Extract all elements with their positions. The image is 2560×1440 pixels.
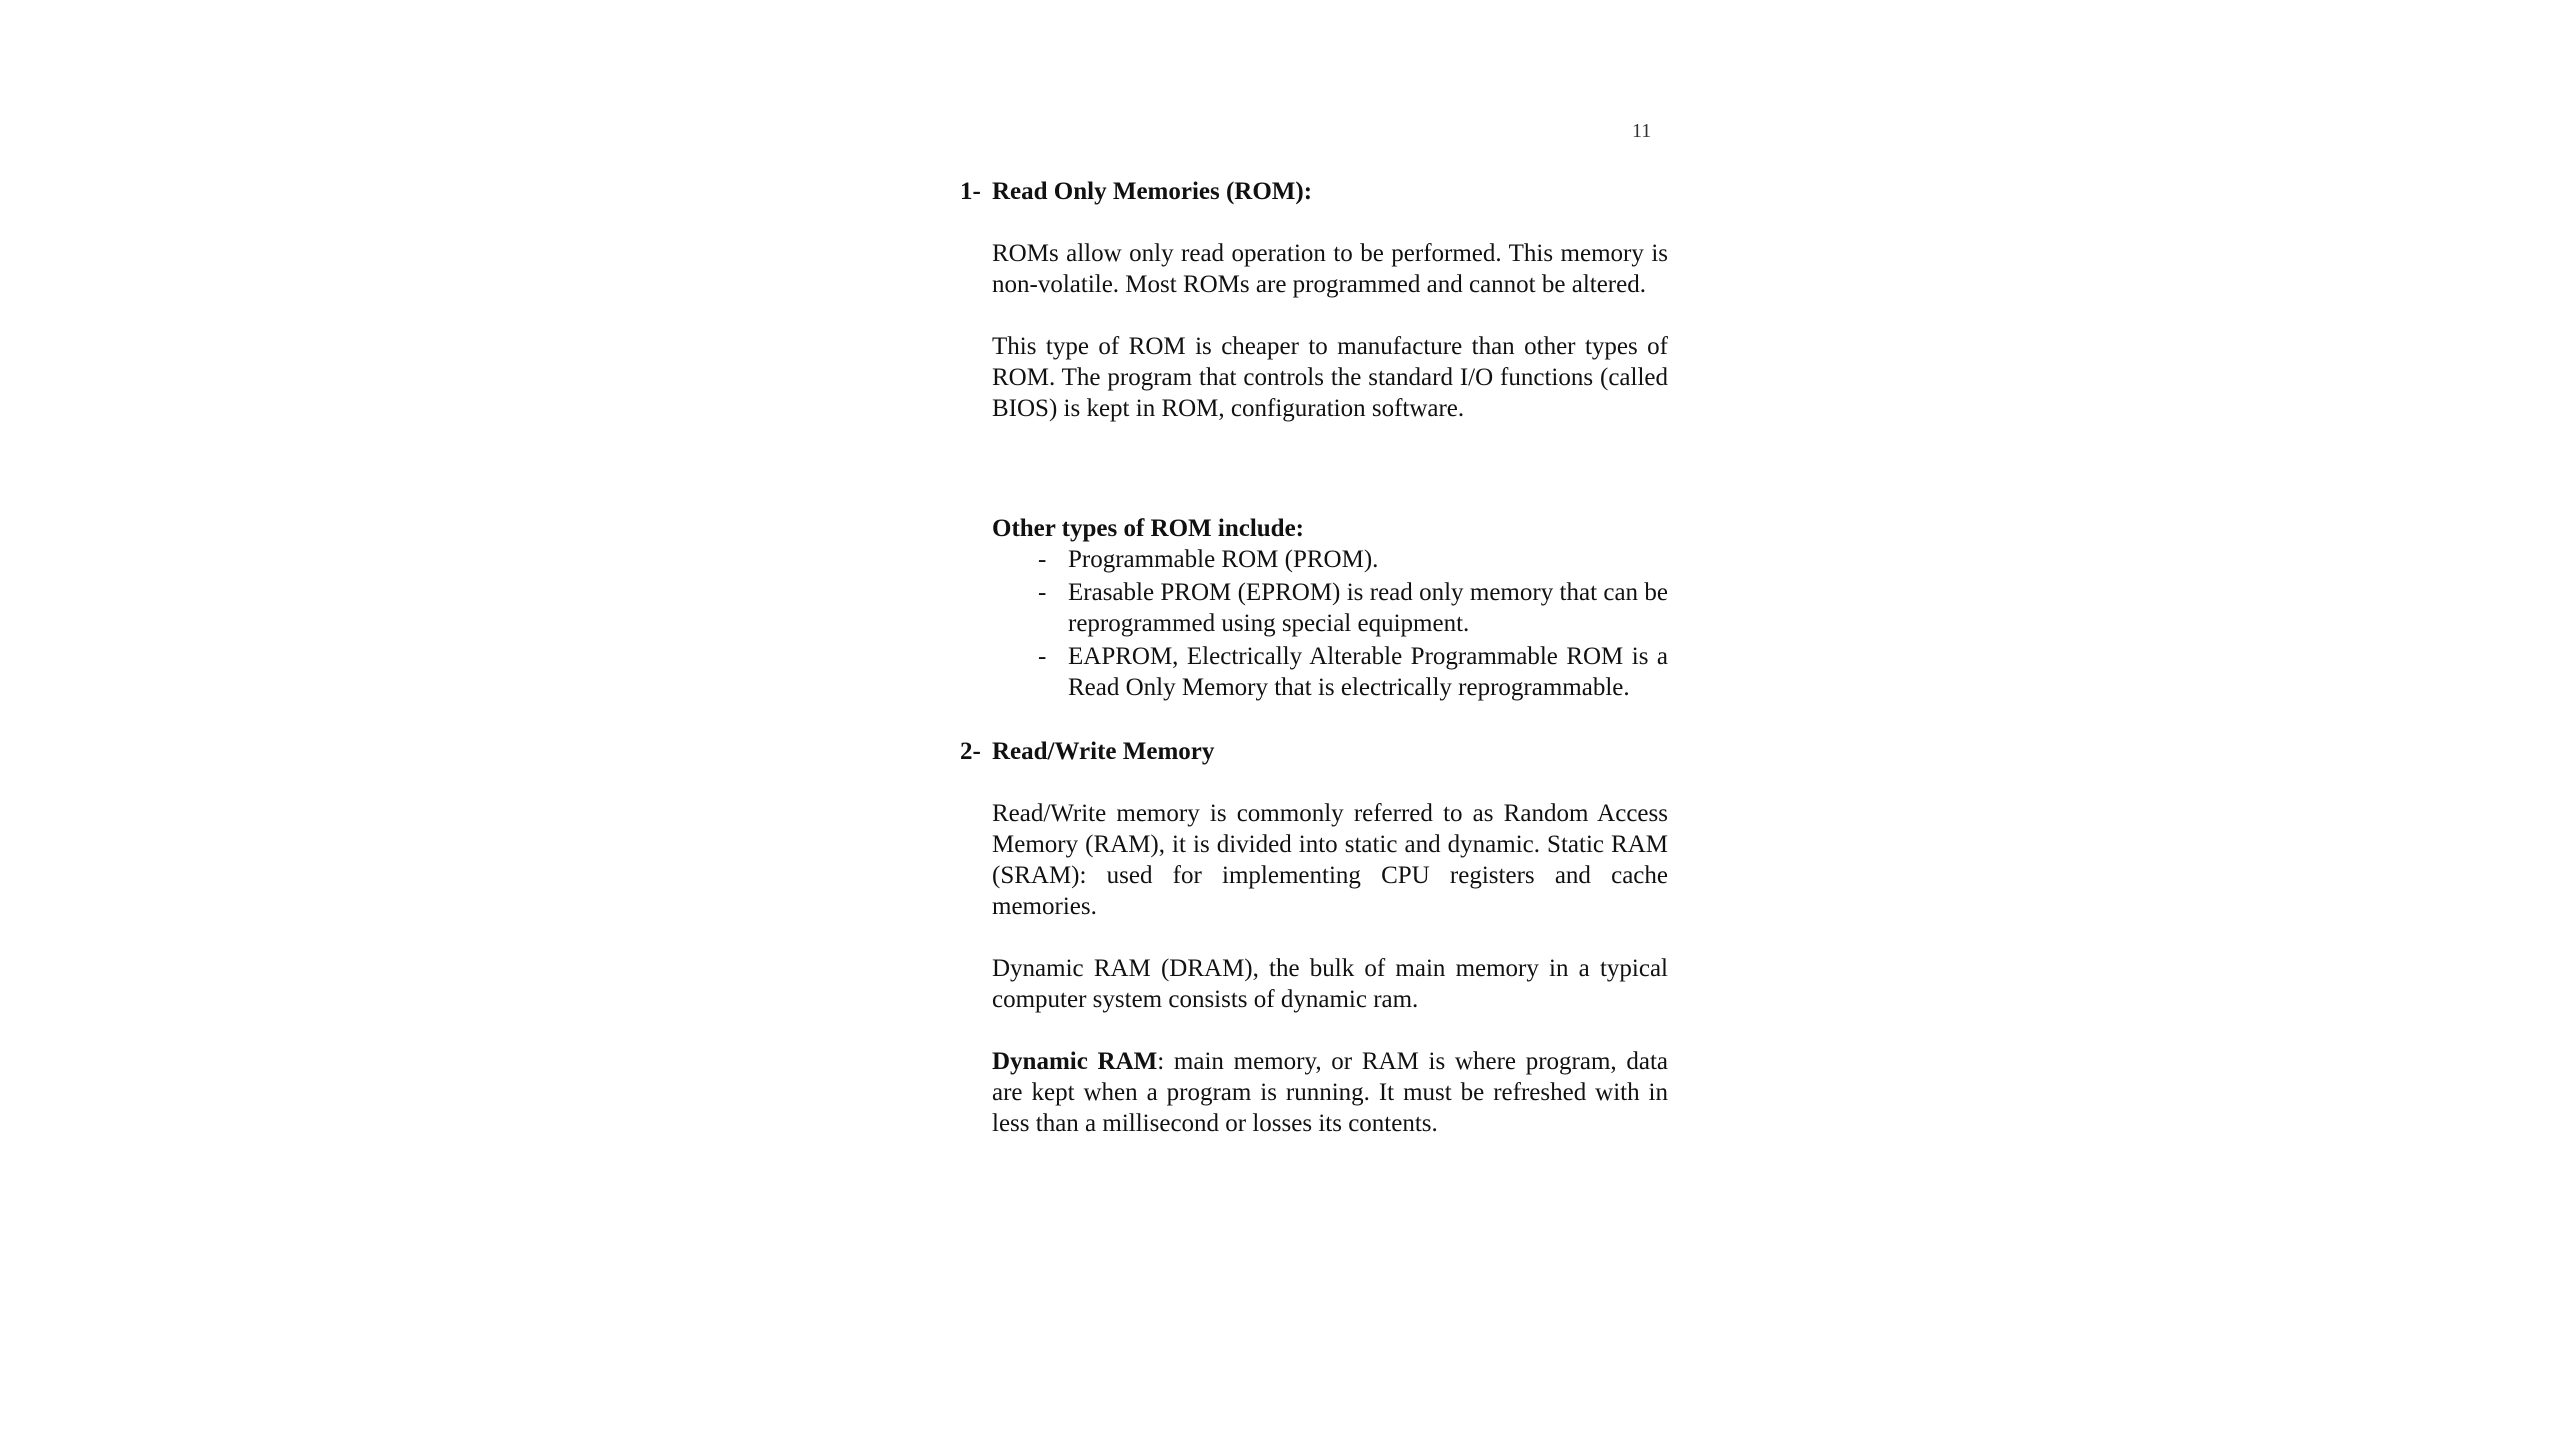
list-item-text: Programmable ROM (PROM). — [1068, 546, 1379, 573]
document-body — [960, 176, 1668, 1139]
list-item — [992, 641, 1668, 703]
dynamic-ram-paragraph — [992, 1046, 1668, 1139]
ram-paragraph-1: Read/Write memory is commonly referred to as Random Access Memory (RAM), it is divided into static and dynamic. Static RAM (SRAM): used for implementing CPU registers and cache memories. — [992, 800, 1668, 920]
ram-paragraph-2: Dynamic RAM (DRAM), the bulk of main memory in a typical computer system consists of dynamic ram. — [992, 955, 1668, 1013]
list-item — [992, 544, 1668, 575]
rom-paragraph-1: ROMs allow only read operation to be performed. This memory is non-volatile. Most ROMs are programmed and cannot be altered. — [992, 240, 1668, 298]
rom-types-list — [992, 544, 1668, 703]
page-number: 11 — [1632, 120, 1652, 142]
dynamic-ram-text: : main memory, or RAM is where program, data are kept when a program is running. It must be refreshed with in less than a millisecond or losses its contents. — [992, 1048, 1669, 1137]
section-1-number: 1- — [960, 178, 981, 205]
bullet-dash: - — [1038, 643, 1047, 670]
section-1-heading — [960, 176, 1668, 207]
bullet-dash: - — [1038, 546, 1047, 573]
section-2-heading — [960, 736, 1668, 767]
section-2-title: Read/Write Memory — [992, 738, 1215, 765]
dynamic-ram-label: Dynamic RAM — [992, 1048, 1158, 1075]
list-item-text: EAPROM, Electrically Alterable Programmable ROM is a Read Only Memory that is electrically reprogrammable. — [1068, 643, 1668, 701]
list-item-text: Erasable PROM (EPROM) is read only memory that can be reprogrammed using special equipment. — [1068, 579, 1668, 637]
section-1-title: Read Only Memories (ROM): — [992, 178, 1313, 205]
bullet-dash: - — [1038, 579, 1047, 606]
other-rom-types-heading: Other types of ROM include: — [992, 515, 1305, 542]
list-item — [992, 577, 1668, 639]
rom-paragraph-2: This type of ROM is cheaper to manufacture than other types of ROM. The program that controls the standard I/O functions (called BIOS) is kept in ROM, configuration software. — [992, 333, 1668, 422]
section-2-number: 2- — [960, 738, 981, 765]
